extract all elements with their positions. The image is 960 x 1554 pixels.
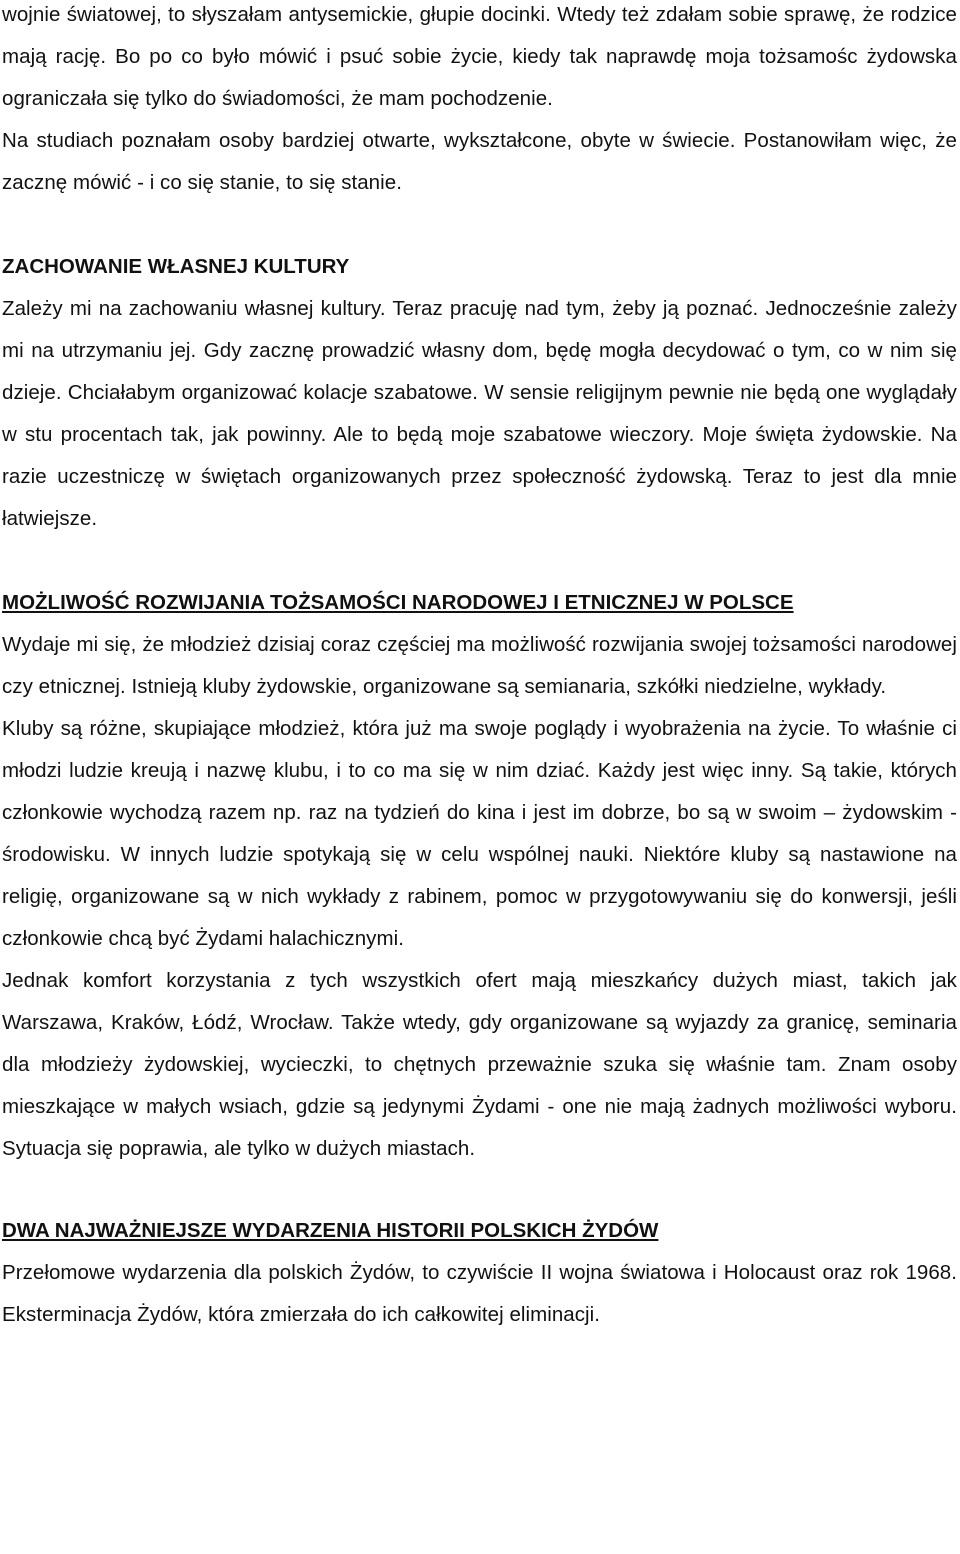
spacer	[2, 540, 957, 582]
paragraph: Przełomowe wydarzenia dla polskich Żydów, to czywiście II wojna światowa i Holocaust oraz rok 1968. Eksterminacja Żydów, która zmierzała do ich całkowitej eliminacji.	[2, 1261, 957, 1326]
paragraph: Wydaje mi się, że młodzież dzisiaj coraz częściej ma możliwość rozwijania swojej tożsamości narodowej czy etnicznej. Istnieją kluby żydowskie, organizowane są semianaria, szkółki niedzielne, wykłady.	[2, 633, 957, 698]
section-heading-identity: MOŻLIWOŚĆ ROZWIJANIA TOŻSAMOŚCI NARODOWEJ I ETNICZNEJ W POLSCE	[2, 591, 794, 614]
document-page	[2, 0, 957, 1336]
paragraph: Jednak komfort korzystania z tych wszystkich ofert mają mieszkańcy dużych miast, takich jak Warszawa, Kraków, Łódź, Wrocław. Także wtedy, gdy organizowane są wyjazdy za granicę, seminaria dla młodzieży żydowskiej, wycieczki, to chętnych przeważnie szuka się właśnie tam. Znam osoby mieszkające w małych wsiach, gdzie są jedynymi Żydami - one nie mają żadnych możliwości wyboru. Sytuacja się poprawia, ale tylko w dużych miastach.	[2, 969, 957, 1160]
spacer	[2, 204, 957, 246]
paragraph: Zależy mi na zachowaniu własnej kultury. Teraz pracuję nad tym, żeby ją poznać. Jednocześnie zależy mi na utrzymaniu jej. Gdy zacznę prowadzić własny dom, będę mogła decydować o tym, co w nim się dzieje. Chciałabym organizować kolacje szabatowe. W sensie religijnym pewnie nie będą one wyglądały w stu procentach tak, jak powinny. Ale to będą moje szabatowe wieczory. Moje święta żydowskie. Na razie uczestniczę w świętach organizowanych przez społeczność żydowską. Teraz to jest dla mnie łatwiejsze.	[2, 297, 957, 530]
section-heading-culture: ZACHOWANIE WŁASNEJ KULTURY	[2, 255, 350, 278]
paragraph: Na studiach poznałam osoby bardziej otwarte, wykształcone, obyte w świecie. Postanowiłam więc, że zacznę mówić - i co się stanie, to się stanie.	[2, 129, 957, 194]
paragraph: Kluby są różne, skupiające młodzież, która już ma swoje poglądy i wyobrażenia na życie. To właśnie ci młodzi ludzie kreują i nazwę klubu, i to co ma się w nim dziać. Każdy jest więc inny. Są takie, których członkowie wychodzą razem np. raz na tydzień do kina i jest im dobrze, bo są w swoim – żydowskim - środowisku. W innych ludzie spotykają się w celu wspólnej nauki. Niektóre kluby są nastawione na religię, organizowane są w nich wykłady z rabinem, pomoc w przygotowywaniu się do konwersji, jeśli członkowie chcą być Żydami halachicznymi.	[2, 717, 957, 950]
section-heading-history: DWA NAJWAŻNIEJSZE WYDARZENIA HISTORII POLSKICH ŻYDÓW	[2, 1219, 659, 1242]
spacer	[2, 1170, 957, 1210]
paragraph: wojnie światowej, to słyszałam antysemickie, głupie docinki. Wtedy też zdałam sobie sprawę, że rodzice mają rację. Bo po co było mówić i psuć sobie życie, kiedy tak naprawdę moja tożsamośc żydowska ograniczała się tylko do świadomości, że mam pochodzenie.	[2, 3, 957, 110]
